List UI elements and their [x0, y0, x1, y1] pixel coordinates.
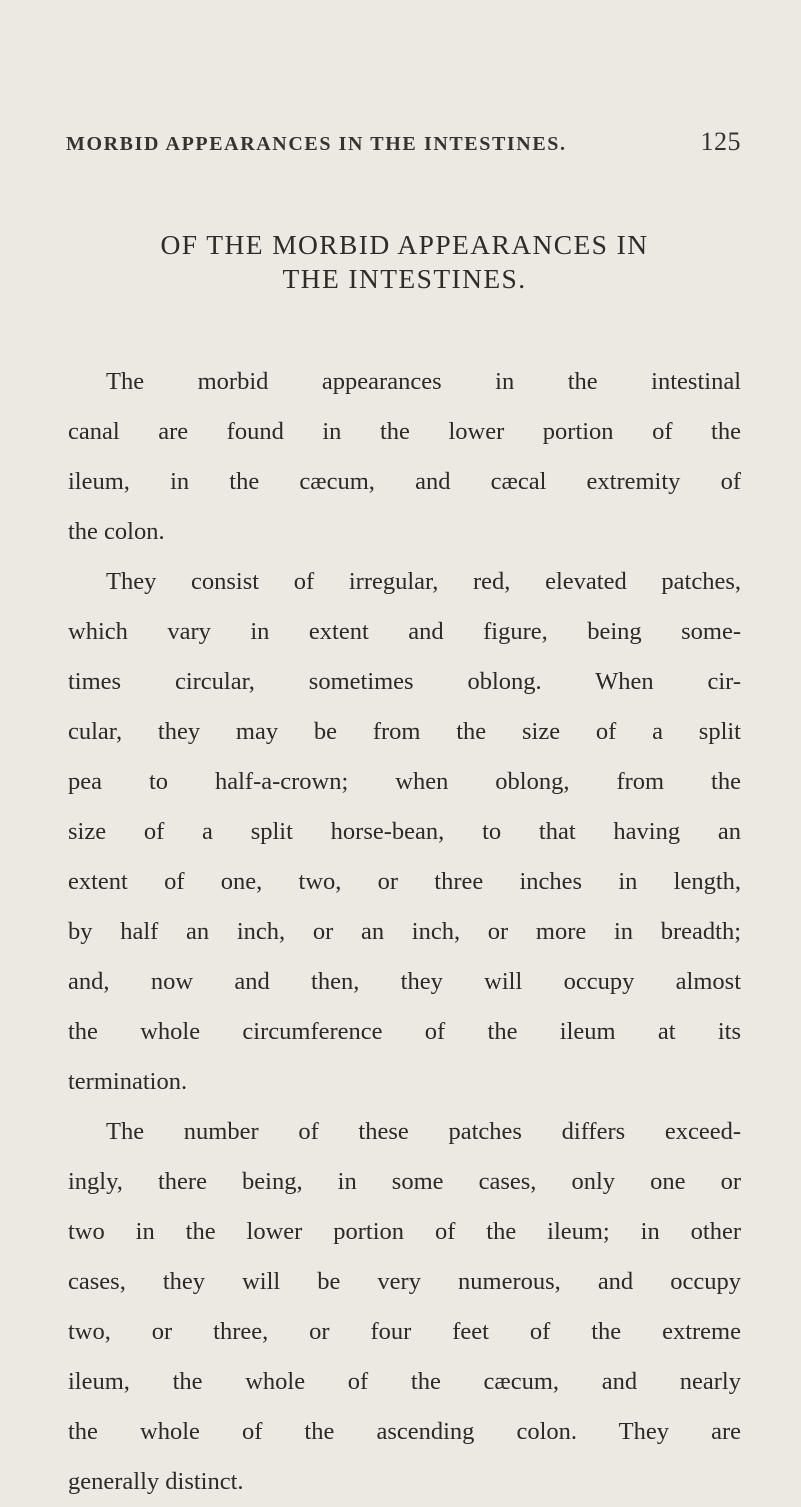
- chapter-title-line: THE INTESTINES.: [282, 263, 527, 294]
- chapter-title-line: OF THE MORBID APPEARANCES IN: [160, 229, 649, 260]
- text-line: two, or three, or four feet of the extreme: [68, 1318, 741, 1345]
- paragraph-2: [68, 557, 741, 1107]
- text-line: and, now and then, they will occupy almost: [68, 968, 741, 995]
- chapter-title: [68, 228, 741, 296]
- text-line: The number of these patches differs exceed-: [106, 1118, 741, 1145]
- paragraph-1: [68, 357, 741, 557]
- text-line: generally distinct.: [68, 1468, 244, 1495]
- text-line: pea to half-a-crown; when oblong, from the: [68, 768, 741, 795]
- text-line: the whole circumference of the ileum at its: [68, 1018, 741, 1045]
- text-line: times circular, sometimes oblong. When cir-: [68, 668, 741, 695]
- paragraph-3: [68, 1107, 741, 1507]
- text-line: ileum, in the cæcum, and cæcal extremity of: [68, 468, 741, 495]
- running-head: [66, 127, 741, 157]
- text-line: canal are found in the lower portion of the: [68, 418, 741, 445]
- body-text: [68, 357, 741, 1507]
- page-number: 125: [700, 127, 741, 156]
- text-line: cases, they will be very numerous, and occupy: [68, 1268, 741, 1295]
- text-line: ileum, the whole of the cæcum, and nearly: [68, 1368, 741, 1395]
- text-line: ingly, there being, in some cases, only one or: [68, 1168, 741, 1195]
- text-line: the whole of the ascending colon. They are: [68, 1418, 741, 1445]
- text-line: termination.: [68, 1068, 188, 1095]
- text-line: size of a split horse-bean, to that having an: [68, 818, 741, 845]
- text-line: extent of one, two, or three inches in length,: [68, 868, 741, 895]
- text-line: two in the lower portion of the ileum; in other: [68, 1218, 741, 1245]
- running-title: MORBID APPEARANCES IN THE INTESTINES.: [66, 133, 567, 155]
- text-line: They consist of irregular, red, elevated patches,: [106, 568, 741, 595]
- text-line: the colon.: [68, 518, 165, 545]
- text-line: by half an inch, or an inch, or more in breadth;: [68, 918, 741, 945]
- text-line: The morbid appearances in the intestinal: [106, 368, 741, 395]
- text-line: which vary in extent and figure, being some-: [68, 618, 741, 645]
- text-line: cular, they may be from the size of a split: [68, 718, 741, 745]
